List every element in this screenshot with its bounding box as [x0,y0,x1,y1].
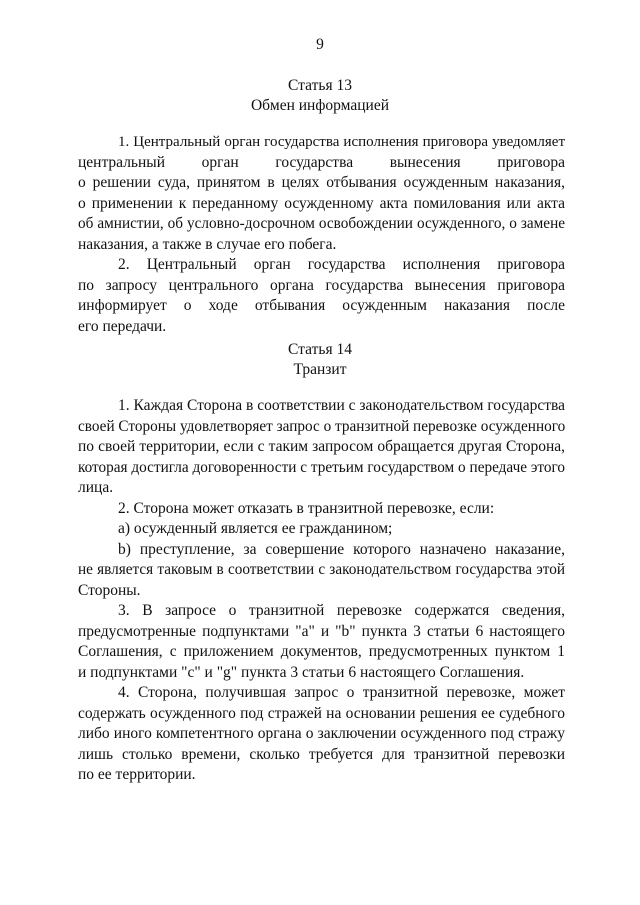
text-line: 1. Центральный орган государства исполнения приговора уведомляет [118,134,565,150]
text-line: о решении суда, принятом в целях отбывания осужденным наказания, [78,174,565,191]
text-line: 4. Сторона, получившая запрос о транзитной перевозке, может [118,684,565,701]
text-line: b) преступление, за совершение которого назначено наказание, [118,540,565,558]
text-line: об амнистии, об условно-досрочном освобождении осужденного, о замене [78,215,565,232]
article-13-body [78,132,565,337]
text-line: наказания, а также в случае его побега. [78,235,337,253]
text-line: либо иного компетентного органа о заключении осужденного под стражу [78,725,565,742]
text-line: а) осужденный является ее гражданином; [118,520,393,537]
text-line: центральный орган государства вынесения приговора [78,153,565,171]
text-line: по ее территории. [78,766,196,783]
paragraph [78,519,565,540]
text-line: лица. [78,479,114,496]
text-line: предусмотренные подпунктами "a" и "b" пункта 3 статьи 6 настоящего [78,622,565,640]
paragraph [78,132,565,255]
article-title: Статья 14 [288,341,352,358]
text-line: о применении к переданному осужденному акта помилования или акта [78,194,565,212]
article-subtitle: Транзит [293,361,347,378]
text-line: и подпунктами "c" и "g" пункта 3 статьи 6 настоящего Соглашения. [78,663,525,681]
text-line: которая достигла договоренности с третьим государством о передаче этого [78,458,565,476]
text-line: Соглашения, с приложением документов, предусмотренных пунктом 1 [78,643,565,660]
text-line: по запросу центрального органа государства вынесения приговора [78,276,565,294]
paragraph [78,499,565,520]
paragraph [78,396,565,499]
text-line: лишь столько времени, сколько требуется для транзитной перевозки [78,745,565,763]
article-subtitle: Обмен информацией [250,97,390,114]
article-13-heading [0,76,640,116]
text-line: не является таковым в соответствии с законодательством государства этой [78,561,565,578]
article-14-heading [0,340,640,380]
page-number: 9 [316,36,324,53]
text-line: информирует о ходе отбывания осужденным наказания после [78,297,565,314]
article-14-body [78,396,565,786]
article-title: Статья 13 [288,77,352,94]
text-line: 2. Сторона может отказать в транзитной перевозке, если: [118,499,495,517]
text-line: 2. Центральный орган государства исполнения приговора [118,256,565,273]
text-line: по своей территории, если с таким запросом обращается другая Сторона, [78,438,565,455]
text-line: содержать осужденного под стражей на основании решения ее судебного [78,704,565,722]
paragraph [78,255,565,337]
paragraph [78,601,565,683]
paragraph [78,540,565,602]
text-line: 3. В запросе о транзитной перевозке содержатся сведения, [118,602,565,619]
text-line: Стороны. [78,581,141,599]
text-line: его передачи. [78,317,167,335]
paragraph [78,683,565,786]
text-line: своей Стороны удовлетворяет запрос о транзитной перевозке осужденного [78,417,566,435]
text-line: 1. Каждая Сторона в соответствии с законодательством государства [118,397,566,414]
